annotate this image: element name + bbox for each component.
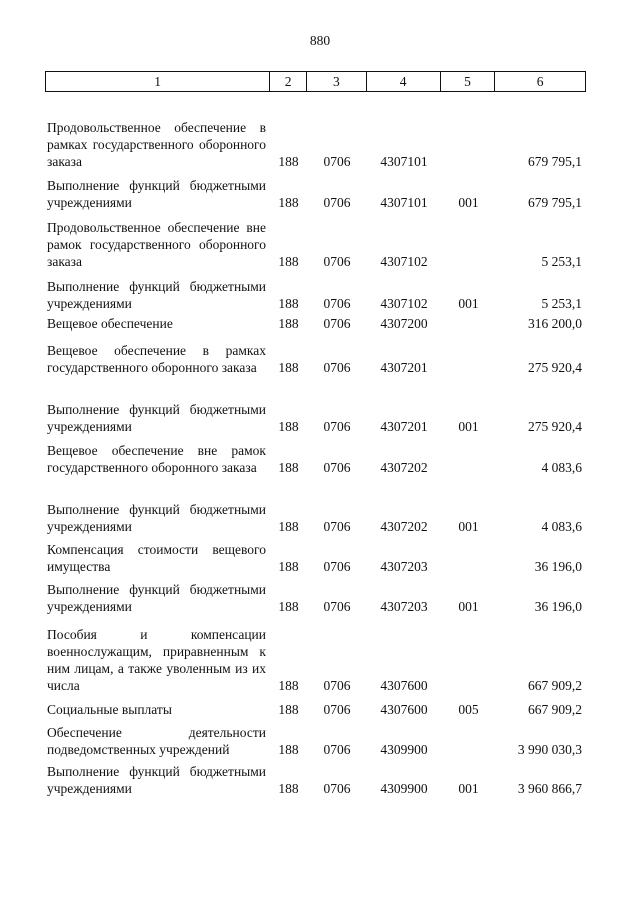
table-row xyxy=(45,219,586,270)
row-col-6: 667 909,2 xyxy=(528,678,582,693)
table-row xyxy=(45,581,586,615)
row-col-3: 0706 xyxy=(323,742,351,757)
row-name: Социальные выплаты xyxy=(47,702,172,717)
row-col-3: 0706 xyxy=(323,460,351,475)
table-row xyxy=(45,701,586,718)
table-row xyxy=(45,401,586,435)
row-col-2: 188 xyxy=(278,742,299,757)
row-col-2: 188 xyxy=(278,296,299,311)
table-row xyxy=(45,541,586,575)
row-col-3: 0706 xyxy=(323,678,351,693)
header-col-2: 2 xyxy=(270,72,307,91)
row-name: Вещевое обеспечение вне рамок государственного оборонного заказа xyxy=(47,443,266,475)
row-col-2: 188 xyxy=(278,678,299,693)
row-col-4: 4307202 xyxy=(380,519,428,534)
row-name: Выполнение функций бюджетными учреждениями xyxy=(47,582,266,614)
row-col-6: 679 795,1 xyxy=(528,195,582,210)
row-col-3: 0706 xyxy=(323,254,351,269)
row-col-5: 001 xyxy=(458,781,479,796)
row-name: Выполнение функций бюджетными учреждениями xyxy=(47,402,266,434)
row-col-3: 0706 xyxy=(323,419,351,434)
row-col-4: 4307202 xyxy=(380,460,428,475)
row-col-3: 0706 xyxy=(323,360,351,375)
row-col-2: 188 xyxy=(278,460,299,475)
row-col-2: 188 xyxy=(278,519,299,534)
row-col-2: 188 xyxy=(278,559,299,574)
row-col-2: 188 xyxy=(278,254,299,269)
row-name: Пособия и компенсации военнослужащим, приравненным к ним лицам, а также уволенным из их числа xyxy=(47,627,266,693)
row-col-4: 4307201 xyxy=(380,360,428,375)
row-col-4: 4307203 xyxy=(380,559,428,574)
row-col-5: 001 xyxy=(458,195,479,210)
table-row xyxy=(45,763,586,797)
row-col-6: 667 909,2 xyxy=(528,702,582,717)
page-number: 880 xyxy=(309,33,331,48)
row-col-5: 005 xyxy=(458,702,479,717)
row-col-2: 188 xyxy=(278,599,299,614)
header-col-6: 6 xyxy=(536,74,544,89)
row-col-6: 3 990 030,3 xyxy=(517,742,582,757)
row-col-6: 5 253,1 xyxy=(541,254,582,269)
row-col-4: 4307600 xyxy=(380,702,428,717)
row-col-6: 36 196,0 xyxy=(534,559,582,574)
row-col-5: 001 xyxy=(458,296,479,311)
row-col-4: 4307201 xyxy=(380,419,428,434)
row-col-5: 001 xyxy=(458,519,479,534)
row-col-6: 3 960 866,7 xyxy=(517,781,582,796)
row-name: Обеспечение деятельности подведомственных учреждений xyxy=(47,725,266,757)
table-row xyxy=(45,501,586,535)
row-col-3: 0706 xyxy=(323,296,351,311)
table-row xyxy=(45,626,586,694)
row-col-3: 0706 xyxy=(323,195,351,210)
row-col-3: 0706 xyxy=(323,599,351,614)
row-col-4: 4309900 xyxy=(380,781,428,796)
row-name: Выполнение функций бюджетными учреждениями xyxy=(47,502,266,534)
row-col-4: 4307203 xyxy=(380,599,428,614)
row-col-2: 188 xyxy=(278,195,299,210)
header-col-1: 1 xyxy=(46,72,270,91)
row-col-6: 275 920,4 xyxy=(528,419,582,434)
row-col-3: 0706 xyxy=(323,702,351,717)
row-col-2: 188 xyxy=(278,154,299,169)
header-col-5: 5 xyxy=(441,72,496,91)
row-col-3: 0706 xyxy=(323,316,351,331)
table-row xyxy=(45,278,586,312)
row-col-3: 0706 xyxy=(323,559,351,574)
row-col-5: 001 xyxy=(458,599,479,614)
row-col-6: 679 795,1 xyxy=(528,154,582,169)
row-col-2: 188 xyxy=(278,781,299,796)
row-col-4: 4307102 xyxy=(380,296,428,311)
header-col-3: 3 xyxy=(307,72,367,91)
row-col-6: 4 083,6 xyxy=(541,460,582,475)
row-col-2: 188 xyxy=(278,419,299,434)
row-col-6: 316 200,0 xyxy=(528,316,582,331)
row-name: Выполнение функций бюджетными учреждениями xyxy=(47,764,266,796)
row-name: Продовольственное обеспечение вне рамок государственного оборонного заказа xyxy=(47,220,266,269)
row-col-5: 001 xyxy=(458,419,479,434)
table-header xyxy=(45,71,586,92)
row-col-6: 275 920,4 xyxy=(528,360,582,375)
row-col-4: 4307600 xyxy=(380,678,428,693)
row-name: Вещевое обеспечение в рамках государственного оборонного заказа xyxy=(47,343,266,375)
row-col-3: 0706 xyxy=(323,781,351,796)
row-col-2: 188 xyxy=(278,360,299,375)
row-name: Выполнение функций бюджетными учреждениями xyxy=(47,279,266,311)
row-col-3: 0706 xyxy=(323,154,351,169)
row-name: Вещевое обеспечение xyxy=(47,316,173,331)
row-name: Компенсация стоимости вещевого имущества xyxy=(47,542,266,574)
row-col-3: 0706 xyxy=(323,519,351,534)
row-col-4: 4309900 xyxy=(380,742,428,757)
budget-table xyxy=(45,71,586,796)
row-col-4: 4307101 xyxy=(380,195,428,210)
row-col-4: 4307101 xyxy=(380,154,428,169)
row-col-2: 188 xyxy=(278,702,299,717)
table-row xyxy=(45,315,586,332)
row-col-4: 4307200 xyxy=(380,316,428,331)
table-row xyxy=(45,342,586,376)
table-row xyxy=(45,724,586,758)
header-col-4: 4 xyxy=(367,72,441,91)
table-row xyxy=(45,177,586,211)
row-col-6: 36 196,0 xyxy=(534,599,582,614)
table-row xyxy=(45,119,586,170)
table-row xyxy=(45,442,586,476)
row-col-6: 4 083,6 xyxy=(541,519,582,534)
row-col-4: 4307102 xyxy=(380,254,428,269)
row-col-6: 5 253,1 xyxy=(541,296,582,311)
row-name: Выполнение функций бюджетными учреждениями xyxy=(47,178,266,210)
row-col-2: 188 xyxy=(278,316,299,331)
row-name: Продовольственное обеспечение в рамках государственного оборонного заказа xyxy=(47,120,266,169)
